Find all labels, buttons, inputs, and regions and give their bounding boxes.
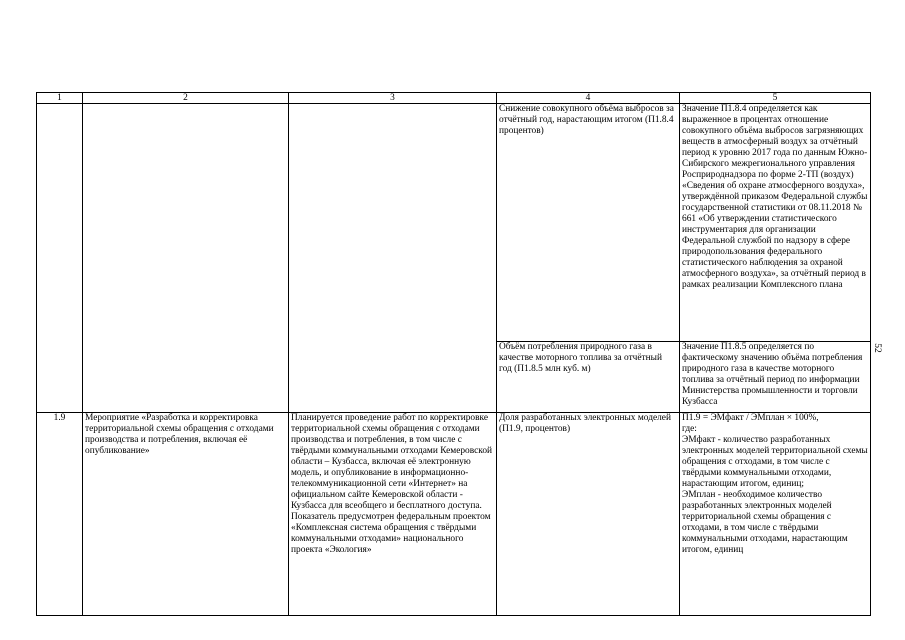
definition-emplan: ЭМплан - необходимое количество разработанных электронных моделей территориальной схемы обращения с отходами, в том числе с твёрдыми коммунальными отходами, нарастающим итогом, единиц: [682, 490, 848, 555]
formula: П1.9 = ЭМфакт / ЭМплан × 100%,: [682, 413, 819, 423]
document-table: [36, 92, 871, 616]
header-col-1: 1: [37, 93, 83, 104]
page-number: 52: [871, 343, 882, 353]
table-row-1-9: [37, 413, 871, 616]
table-row-continuation: [37, 104, 871, 413]
header-row: [37, 93, 871, 104]
method-1-8-5: Значение П1.8.5 определяется по фактическому значению объёма потребления природного газа в качестве моторного топлива за отчётный период по информации Министерства промышленности и торговли Кузбасса: [680, 341, 870, 412]
event-description: Планируется проведение работ по корректировке территориальной схемы обращения с отходами производства и потребления, в том числе с твёрдыми коммунальными отходами Кемеровской области – Кузбасса, включая её электронную модель, и опубликование в информационно-телекоммуникационной сети «Интернет» на официальном сайте Кемеровской области - Кузбасса для всеобщего и бесплатного доступа. Показатель предусмотрен федеральным проектом «Комплексная система обращения с твёрдыми коммунальными отходами» национального проекта «Экология»: [289, 413, 497, 616]
cell-methods: [680, 104, 871, 413]
method-1-9: [680, 413, 871, 616]
cell-event-empty: [83, 104, 289, 413]
header-col-3: 3: [289, 93, 497, 104]
indicator-1-9: Доля разработанных электронных моделей (П1.9, процентов): [497, 413, 680, 616]
indicator-1-8-5: Объём потребления природного газа в качестве моторного топлива за отчётный год (П1.8.5 млн куб. м): [497, 341, 679, 412]
header-col-5: 5: [680, 93, 871, 104]
indicator-1-8-4: Снижение совокупного объёма выбросов за отчётный год, нарастающим итогом (П1.8.4 процентов): [499, 104, 674, 136]
method-1-8-4: Значение П1.8.4 определяется как выраженное в процентах отношение совокупного объёма выбросов загрязняющих веществ в атмосферный воздух за отчётный период к уровню 2017 года по данным Южно-Сибирского межрегионального управления Росприроднадзора по форме 2-ТП (воздух) «Сведения об охране атмосферного воздуха», утверждённой приказом Федеральной службы государственной статистики от 08.11.2018 № 661 «Об утверждении статистического инструментария для организации Федеральной службой по надзору в сфере природопользования федерального статистического наблюдения за охраной атмосферного воздуха», за отчётный период в рамках реализации Комплексного плана: [682, 104, 868, 290]
header-col-2: 2: [83, 93, 289, 104]
event-name: Мероприятие «Разработка и корректировка территориальной схемы обращения с отходами производства и потребления, включая её опубликование»: [83, 413, 289, 616]
where-label: где:: [682, 424, 697, 434]
cell-num-empty: [37, 104, 83, 413]
header-col-4: 4: [497, 93, 680, 104]
definition-emfact: ЭМфакт - количество разработанных электронных моделей территориальной схемы обращения с отходами, в том числе с твёрдыми коммунальными отходами, нарастающим итогом, единиц;: [682, 435, 868, 489]
row-number: 1.9: [37, 413, 83, 616]
cell-indicators: [497, 104, 680, 413]
cell-description-empty: [289, 104, 497, 413]
